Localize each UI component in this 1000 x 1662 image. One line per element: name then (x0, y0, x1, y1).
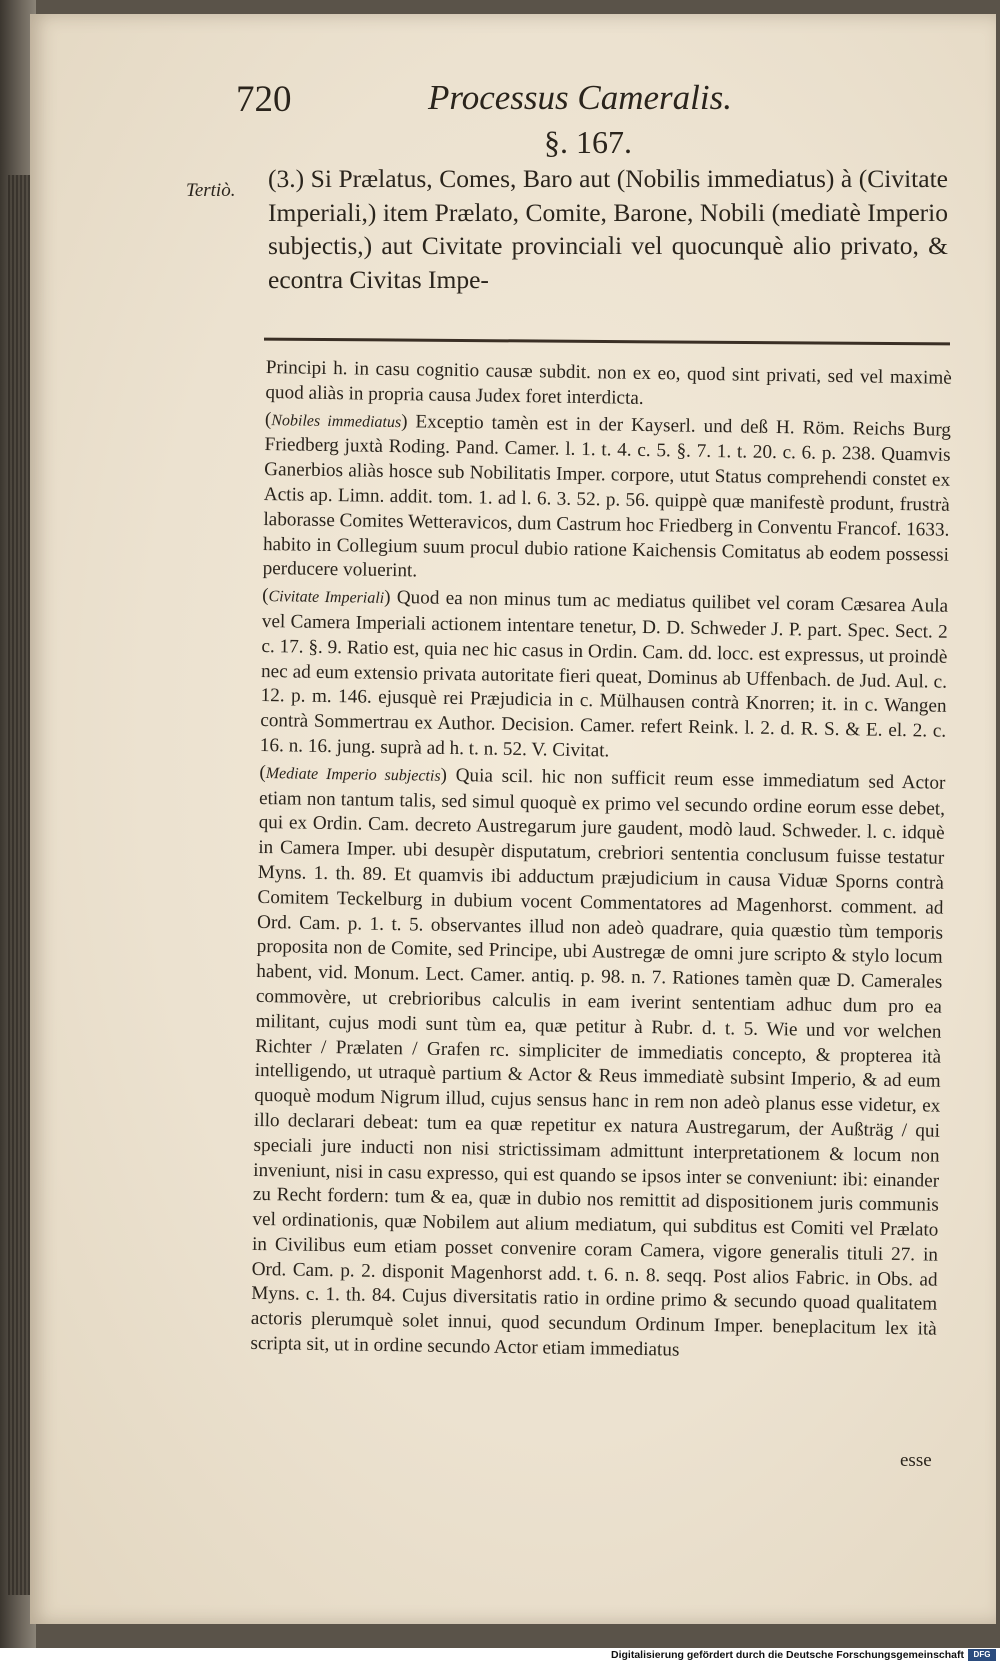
note-text: Quia scil. hic non sufficit reum esse immediatum sed Actor etiam non tantum talis, sed simul quoquè ex primo vel secundo ordine eorum esse debet, qui ex Ordin. Cam. decreto Austregarum jure gaudent, modò laud. Schweder. l. c. idquè in Camera Imper. ubi desupèr disputatum, crebriori sententia conclusum fuisse testatur Myns. 1. th. 89. Et quamvis ibi adductum præjudicium in causa Viduæ Sporns contrà Comitem Teckelburg in dubium vocent Commentatores ad Magenhorst. comment. ad Ord. Cam. p. 1. t. 5. observantes illud non adeò quadrare, quia quæstio tùm temporis proposita non de Comite, sed Principe, ubi Austregæ de omni jure scripto & stylo locum habent, vid. Monum. Lect. Camer. antiq. p. 98. n. 7. Rationes tamèn quæ D. Camerales commovère, ut crebrioribus calculis in eam iverint sententiam adhuc dum pro ea militant, cujus modi sunt tùm ea, quæ petitur à Rubr. d. t. 5. Wie und vor welchen Richter / Prælaten / Grafen rc. simpliciter de immediatis concepto, & propterea ità intelligendo, ut utraquè partium & Actor & Reus immediatè subsint Imperio, & ad eum quoquè modum Nigrum illud, cujus sensus hanc in rem non adeò planus esse videtur, ex illo declarari debeat: tum ea quæ repetitur ex natura Austregarum, der Außträg / qui speciali jure inducti non nisi strictissimam admittunt interpretationem & locum non inveniunt, nisi in casu expresso, qui est quando se ipsos inter se conveniunt: ibi: einander zu Recht fordern: tum & ea, quæ in dubio nos remittit ad dispositionem juris communis vel ordinationis, quæ Nobilem aut alium mediatum, qui subditus est Comiti vel Prælato in Civilibus eum etiam posset convenire coram Camera, vigore generalis tituli 27. in Ord. Cam. p. 2. disponit Magenhorst add. t. 6. n. 8. seqq. Post alios Fabric. in Obs. ad Myns. c. 1. th. 84. Cujus diversitatis ratio in ordine primo & secundo quoad qualitatem actoris plerumquè solet innui, quod secundum Ordinum Imper. beneplacitum lex ità scripta sit, ut in ordine secundo Actor etiam immediatus (250, 764, 946, 1361)
note-lemma: Nobiles immediatus (271, 411, 402, 431)
note-text: Principi h. in casu cognitio causæ subdit. non ex eo, quod sint privati, sed vel maximè quod aliàs in propria causa Judex foret interdicta. (265, 356, 952, 409)
page-number: 720 (236, 79, 292, 120)
page-header (236, 78, 756, 128)
footnotes (250, 356, 952, 1370)
note-lemma: Mediate Imperio subjectis (265, 764, 441, 785)
note-paragraph (265, 356, 952, 416)
note-paragraph: (Mediate Imperio subjectis) Quia scil. hic non sufficit reum esse immediatum sed Actor etiam non tantum talis, sed simul quoquè ex primo vel secundo ordine eorum esse debet, qui ex Ordin. Cam. decreto Austregarum jure gaudent, modò laud. Schweder. l. c. idquè in Camera Imper. ubi desupèr disputatum, crebriori sententia conclusum fuisse testatur Myns. 1. th. 89. Et quamvis ibi adductum præjudicium in causa Viduæ Sporns contrà Comitem Teckelburg in dubium vocent Commentatores ad Magenhorst. comment. ad Ord. Cam. p. 1. t. 5. observantes illud non adeò quadrare, quia quæstio tùm temporis proposita non de Comite, sed Principe, ubi Austregæ de omni jure scripto & stylo locum habent, vid. Monum. Lect. Camer. antiq. p. 98. n. 7. Rationes tamèn quæ D. Camerales commovère, ut crebrioribus calculis in eam iverint sententiam adhuc dum pro ea militant, cujus modi sunt tùm ea, quæ petitur à Rubr. d. t. 5. Wie und vor welchen Richter / Prælaten / Grafen rc. simpliciter de immediatis concepto, & propterea ità intelligendo, ut utraquè partium & Actor & Reus immediatè subsint Imperio, & ad eum quoquè modum Nigrum illud, cujus sensus hanc in rem non adeò planus esse videtur, ex illo declarari debeat: tum ea quæ repetitur ex natura Austregarum, der Außträg / qui speciali jure inducti non nisi strictissimam admittunt interpretationem & locum non inveniunt, nisi in casu expresso, qui est quando se ipsos inter se conveniunt: ibi: einander zu Recht fordern: tum & ea, quæ in dubio nos remittit ad dispositionem juris communis vel ordinationis, quæ Nobilem aut alium mediatum, qui subditus est Comiti vel Prælato in Civilibus eum etiam posset convenire coram Camera, vigore generalis tituli 27. in Ord. Cam. p. 2. disponit Magenhorst add. t. 6. n. 8. seqq. Post alios Fabric. in Obs. ad Myns. c. 1. th. 84. Cujus diversitatis ratio in ordine primo & secundo quoad qualitatem actoris plerumquè solet innui, quod secundum Ordinum Imper. beneplacitum lex ità scripta sit, ut in ordine secundo Actor etiam immediatus (250, 761, 946, 1361)
digitization-credit: Digitalisierung gefördert durch die Deutsche Forschungsgemeinschaft (611, 1649, 964, 1661)
note-paragraph: (Nobiles immediatus) Exceptio tamèn est in der Kayserl. und deß H. Röm. Reichs Burg Friedberg juxtà Roding. Pand. Camer. l. 1. t. 4. c. 5. §. 7. 1. t. 20. c. 6. p. 238. Quamvis Ganerbios aliàs hosce sub Nobilitatis Imper. corpore, utut Status comprehendi constet ex Actis ap. Limn. addit. tom. 1. ad l. 6. 3. 52. p. 56. quippè quæ manifestè produnt, frustrà laborasse Comites Wetteravicos, dum Castrum hoc Friedberg in Conventu Francof. 1633. habito in Collegium suum procul dubio ratione Kaichensis Comitatus ab eodem possessi perducere voluerint. (262, 408, 952, 582)
note-lemma: Civitate Imperiali (268, 588, 385, 608)
note-text: Quod ea non minus tum ac mediatus quilibet vel coram Cæsarea Aula vel Camera Imperiali actionem intentare tenetur, D. D. Schweder J. P. part. Spec. Sect. 2 c. 17. §. 9. Ratio est, quia nec hic casus in Ordin. Cam. dd. locc. est expressus, ut proindè nec ad eum extensio privata autoritate fieri queat, Dominus ab Uffenbach. de Jud. Aul. c. 12. p. m. 146. ejusquè rei Præjudicia in c. Mülhausen contrà Knorren; it. in c. Wangen contrà Sommertrau ex Author. Decision. Camer. refert Reink. l. 2. d. R. S. & E. el. 2. c. 16. n. 16. jung. suprà ad h. t. n. 52. V. Civitat. (259, 587, 949, 762)
running-title: Processus Cameralis. (428, 78, 732, 117)
catchword: esse (900, 1450, 932, 1471)
intro-text: (3.) Si Prælatus, Comes, Baro aut (Nobilis immediatus) à (Civitate Imperiali,) item Prælato, Comite, Barone, Nobili (mediatè Imperio subjectis,) aut Civitate provinciali vel quocunquè alio privato, & econtra Civitas Impe- (268, 164, 948, 294)
intro-paragraph (268, 162, 948, 296)
section-number: §. 167. (544, 124, 632, 160)
margin-note: Tertiò. (186, 180, 236, 201)
dfg-logo: DFG (968, 1649, 996, 1661)
note-text: Exceptio tamèn est in der Kayserl. und deß H. Röm. Reichs Burg Friedberg juxtà Roding. Pand. Camer. l. 1. t. 4. c. 5. §. 7. 1. t. 20. c. 6. p. 238. Quamvis Ganerbios aliàs hosce sub Nobilitatis Imper. corpore, utut Status comprehendi constet ex Actis ap. Limn. addit. tom. 1. ad l. 6. 3. 52. p. 56. quippè quæ manifestè produnt, frustrà laborasse Comites Wetteravicos, dum Castrum hoc Friedberg in Conventu Francof. 1633. habito in Collegium suum procul dubio ratione Kaichensis Comitatus ab eodem possessi perducere voluerint. (262, 410, 952, 582)
note-paragraph: (Civitate Imperiali) Quod ea non minus tum ac mediatus quilibet vel coram Cæsarea Aula vel Camera Imperiali actionem intentare tenetur, D. D. Schweder J. P. part. Spec. Sect. 2 c. 17. §. 9. Ratio est, quia nec hic casus in Ordin. Cam. dd. locc. est expressus, ut proindè nec ad eum extensio privata autoritate fieri queat, Dominus ab Uffenbach. de Jud. Aul. c. 12. p. m. 146. ejusquè rei Præjudicia in c. Mülhausen contrà Knorren; it. in c. Wangen contrà Sommertrau ex Author. Decision. Camer. refert Reink. l. 2. d. R. S. & E. el. 2. c. 16. n. 16. jung. suprà ad h. t. n. 52. V. Civitat. (259, 585, 949, 762)
